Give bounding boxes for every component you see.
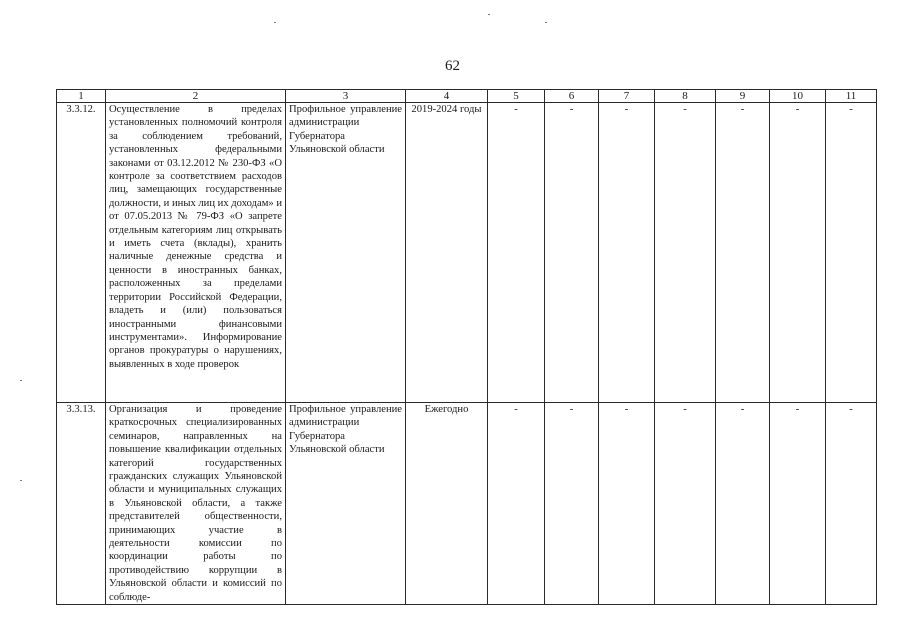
row-cell-8: -	[655, 403, 716, 605]
row-number: 3.3.13.	[57, 403, 106, 605]
header-row	[57, 90, 877, 103]
column-header: 1	[57, 90, 106, 103]
scan-speck	[488, 14, 490, 15]
column-header: 10	[770, 90, 826, 103]
row-description: Осуществление в пределах установленных полномочий контроля за соблюдением требований, установленных федеральными законами от 03.12.2012 № 230-ФЗ «О контроле за соответствием расходов лиц, замещающих государственные должности, и иных лиц их доходам» и от 07.05.2013 № 79-ФЗ «О запрете отдельным категориям лиц открывать и иметь счета (вклады), хранить наличные денежные средства и ценности в иностранных банках, расположенных за пределами территории Российской Федерации, владеть и (или) пользоваться иностранными финансовыми инструментами». Информирование органов прокуратуры о нарушениях, выявленных в ходе проверок	[106, 103, 286, 403]
column-header: 3	[286, 90, 406, 103]
row-executor: Профильное управление администрации Губернатора Ульяновской области	[286, 403, 406, 605]
row-cell-10: -	[770, 103, 826, 403]
row-cell-11: -	[826, 103, 877, 403]
page-number: 62	[445, 58, 460, 74]
row-cell-10: -	[770, 403, 826, 605]
scan-speck	[20, 480, 22, 481]
column-header: 7	[599, 90, 655, 103]
table-row	[57, 103, 877, 403]
row-executor: Профильное управление администрации Губернатора Ульяновской области	[286, 103, 406, 403]
row-period: 2019-2024 годы	[406, 103, 488, 403]
column-header: 9	[716, 90, 770, 103]
column-header: 11	[826, 90, 877, 103]
measures-table	[56, 89, 877, 605]
row-number: 3.3.12.	[57, 103, 106, 403]
table-row	[57, 403, 877, 605]
row-cell-9: -	[716, 403, 770, 605]
row-period: Ежегодно	[406, 403, 488, 605]
scan-speck	[20, 380, 22, 381]
scan-speck	[545, 22, 547, 23]
row-cell-5: -	[488, 403, 545, 605]
row-cell-9: -	[716, 103, 770, 403]
column-header: 6	[545, 90, 599, 103]
row-cell-8: -	[655, 103, 716, 403]
row-cell-7: -	[599, 403, 655, 605]
column-header: 4	[406, 90, 488, 103]
column-header: 8	[655, 90, 716, 103]
row-description: Организация и проведение краткосрочных специализированных семинаров, направленных на повышение квалификации отдельных категорий государственных гражданских служащих Ульяновской области и муниципальных служащих в Ульяновской области, а также представителей общественности, принимающих участие в деятельности комиссии по координации работы по противодействию коррупции в Ульяновской области и комиссий по соблюде-	[106, 403, 286, 605]
row-cell-5: -	[488, 103, 545, 403]
row-cell-6: -	[545, 103, 599, 403]
row-cell-11: -	[826, 403, 877, 605]
column-header: 5	[488, 90, 545, 103]
row-cell-7: -	[599, 103, 655, 403]
row-cell-6: -	[545, 403, 599, 605]
column-header: 2	[106, 90, 286, 103]
scan-speck	[274, 22, 276, 23]
